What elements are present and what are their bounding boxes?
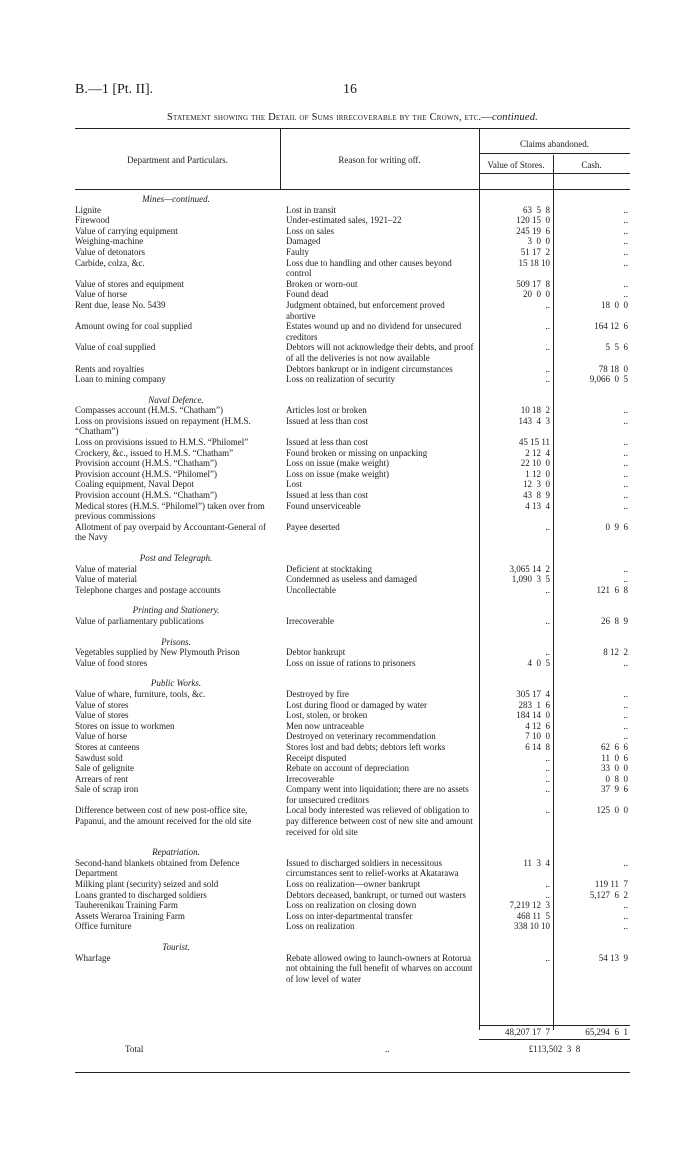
reason-written-off: Rebate on account of depreciation — [286, 763, 409, 774]
table-row — [75, 658, 630, 669]
department-particulars: Stores on issue to workmen — [75, 720, 175, 731]
value-of-stores: .. — [545, 521, 550, 532]
section-heading: Repatriation. — [152, 847, 200, 858]
department-particulars: Office furniture — [75, 921, 132, 932]
cash-amount: 26 8 9 — [601, 615, 628, 626]
department-particulars: Loans granted to discharged soldiers — [75, 889, 207, 900]
cash-amount: .. — [623, 490, 628, 501]
value-of-stores: 6 14 8 — [520, 741, 550, 752]
total-dots: .. — [385, 1044, 390, 1054]
statement-title — [75, 112, 630, 123]
section-heading: Printing and Stationery. — [132, 605, 220, 616]
department-particulars: Amount owing for coal supplied — [75, 321, 192, 332]
table-header — [75, 128, 630, 190]
value-of-stores: 1 12 0 — [520, 468, 550, 479]
reason-written-off: Lost, stolen, or broken — [286, 710, 368, 721]
department-particulars: Value of detonators — [75, 246, 145, 257]
table-row — [75, 574, 630, 585]
reason-written-off: Debtor bankrupt — [286, 647, 346, 658]
value-of-stores: .. — [545, 763, 550, 774]
reason-written-off: Lost during flood or damaged by water — [286, 699, 427, 710]
table-row — [75, 374, 630, 385]
department-particulars: Compasses account (H.M.S. “Chatham”) — [75, 405, 223, 416]
reason-written-off: Issued at less than cost — [286, 490, 368, 501]
cash-amount: 5 5 6 — [605, 342, 628, 353]
reason-written-off: Issued to discharged soldiers in necessitous circumstances sent to relief-works at Akatarawa — [286, 857, 459, 879]
cash-amount: .. — [623, 236, 628, 247]
table-row — [75, 522, 630, 543]
table-row — [75, 805, 630, 837]
value-of-stores: 3,065 14 2 — [509, 563, 550, 574]
value-of-stores: .. — [545, 615, 550, 626]
value-of-stores: 3 0 0 — [523, 236, 550, 247]
table-row — [75, 763, 630, 774]
cash-amount: .. — [623, 405, 628, 416]
value-of-stores: 20 0 0 — [520, 289, 550, 300]
reason-written-off: Company went into liquidation; there are no assets for unsecured creditors — [286, 784, 469, 805]
cash-amount: .. — [623, 731, 628, 742]
table-row — [75, 490, 630, 501]
reason-written-off: Destroyed by fire — [286, 688, 349, 699]
table-row — [75, 742, 630, 753]
section-heading: Mines—continued. — [142, 194, 210, 204]
reason-written-off: Loss on realization on closing down — [286, 900, 417, 911]
total-label: Total — [125, 1044, 144, 1054]
cash-amount: .. — [623, 857, 628, 868]
cash-amount: 33 0 0 — [601, 763, 628, 774]
table-row — [75, 215, 630, 226]
value-of-stores: 4 0 5 — [523, 657, 550, 668]
value-of-stores: 11 3 4 — [521, 857, 550, 868]
reason-written-off: Deficient at stocktaking — [286, 563, 372, 574]
value-of-stores: 305 17 4 — [516, 688, 550, 699]
cash-amount: 9,066 0 5 — [589, 374, 628, 385]
reason-written-off: Stores lost and bad debts; debtors left works — [286, 741, 446, 752]
reason-written-off: Debtors deceased, bankrupt, or turned out wasters — [286, 889, 466, 900]
department-particulars: Rents and royalties — [75, 363, 144, 374]
reason-written-off: Loss on sales — [286, 225, 334, 236]
department-particulars: Assets Weraroa Training Farm — [75, 910, 185, 921]
value-of-stores: 45 15 11 — [516, 437, 550, 448]
cash-amount: .. — [623, 437, 628, 448]
reason-written-off: Receipt disputed — [286, 752, 347, 763]
reason-written-off: Issued at less than cost — [286, 415, 368, 426]
table-row — [75, 616, 630, 627]
reason-written-off: Found unserviceable — [286, 500, 361, 511]
table-row — [75, 321, 630, 342]
table-row — [75, 721, 630, 732]
table-row — [75, 879, 630, 890]
header-reason: Reason for writing off. — [338, 155, 421, 165]
table-row — [75, 342, 630, 363]
reason-written-off: Irrecoverable — [286, 615, 334, 626]
cash-amount: 0 8 0 — [605, 773, 628, 784]
cash-amount: .. — [623, 688, 628, 699]
value-of-stores: 283 1 6 — [518, 699, 550, 710]
reason-written-off: Faulty — [286, 246, 310, 257]
department-particulars: Loss on provisions issued on repayment (H.M.S. “Chatham”) — [75, 415, 251, 437]
cash-amount: .. — [623, 415, 628, 426]
table-row — [75, 647, 630, 658]
cash-amount: 164 12 6 — [594, 321, 628, 332]
reason-written-off: Rebate allowed owing to launch-owners at Rotorua not obtaining the full benefit of wharves on account of low level of water — [286, 952, 473, 984]
reason-written-off: Judgment obtained, but enforcement proved abortive — [286, 299, 445, 321]
grand-total: £113,502 3 8 — [528, 1044, 581, 1054]
reason-written-off: Broken or worn-out — [286, 278, 358, 289]
department-particulars: Second-hand blankets obtained from Defence Department — [75, 857, 240, 879]
department-particulars: Lignite — [75, 204, 101, 215]
cash-amount: 18 0 0 — [601, 299, 628, 310]
department-particulars: Coaling equipment, Naval Depot — [75, 479, 194, 490]
value-of-stores: 12 3 0 — [520, 479, 550, 490]
table-row — [75, 437, 630, 448]
department-particulars: Loan to mining company — [75, 374, 166, 385]
department-particulars: Sale of gelignite — [75, 763, 134, 774]
reason-written-off: Loss on realization—owner bankrupt — [286, 879, 421, 890]
reason-written-off: Destroyed on veterinary recommendation — [286, 731, 436, 742]
reason-written-off: Lost — [286, 479, 303, 490]
reason-written-off: Loss on issue (make weight) — [286, 458, 389, 469]
table-row — [75, 585, 630, 596]
value-of-stores: .. — [545, 374, 550, 385]
value-of-stores: 63 5 8 — [520, 204, 550, 215]
table-row — [75, 564, 630, 575]
value-of-stores: .. — [545, 321, 550, 332]
reason-written-off: Estates wound up and no dividend for unsecured creditors — [286, 321, 462, 342]
department-particulars: Rent due, lease No. 5439 — [75, 299, 166, 310]
table-row — [75, 236, 630, 247]
value-of-stores: .. — [545, 584, 550, 595]
department-particulars: Value of material — [75, 563, 137, 574]
page-number: 16 — [343, 82, 357, 97]
department-particulars: Medical stores (H.M.S. “Philomel”) taken over from previous commissions — [75, 500, 265, 522]
section-heading: Prisons. — [161, 636, 191, 647]
department-particulars: Value of horse — [75, 289, 127, 300]
reason-written-off: Damaged — [286, 236, 321, 247]
department-particulars: Stores at canteens — [75, 741, 140, 752]
cash-amount: .. — [623, 458, 628, 469]
value-of-stores: .. — [545, 952, 550, 963]
cash-amount: .. — [623, 215, 628, 226]
cash-amount: .. — [623, 574, 628, 585]
table-row — [75, 364, 630, 375]
table-row — [75, 405, 630, 416]
cash-amount: .. — [623, 500, 628, 511]
cash-amount: 5,127 6 2 — [589, 889, 628, 900]
reason-written-off: Loss on issue of rations to prisoners — [286, 657, 416, 668]
cash-amount: .. — [623, 921, 628, 932]
value-of-stores: .. — [545, 363, 550, 374]
table-row — [75, 890, 630, 901]
value-of-stores: .. — [545, 805, 550, 816]
table-row — [75, 205, 630, 216]
value-of-stores: 509 17 8 — [516, 278, 550, 289]
table-row — [75, 479, 630, 490]
table-row — [75, 911, 630, 922]
cash-amount: 37 9 6 — [601, 784, 628, 795]
department-particulars: Carbide, colza, &c. — [75, 257, 145, 268]
department-particulars: Value of horse — [75, 731, 127, 742]
cash-amount: 125 0 0 — [596, 805, 628, 816]
value-of-stores: 2 12 4 — [520, 447, 550, 458]
total-cash: 65,294 6 1 — [585, 1027, 628, 1037]
section-heading: Post and Telegraph. — [139, 553, 213, 563]
title-continued: continued. — [491, 112, 538, 123]
table-row — [75, 226, 630, 237]
reason-written-off: Loss on realization of security — [286, 374, 395, 385]
department-particulars: Value of material — [75, 574, 137, 585]
department-particulars: Value of stores — [75, 710, 129, 721]
cash-amount: 62 6 6 — [601, 741, 628, 752]
value-of-stores: .. — [545, 784, 550, 795]
department-particulars: Milking plant (security) seized and sold — [75, 879, 219, 890]
value-of-stores: 468 11 5 — [516, 910, 550, 921]
section-heading: Public Works. — [150, 678, 202, 689]
value-of-stores: 51 17 2 — [518, 246, 550, 257]
table-row — [75, 469, 630, 480]
department-particulars: Arrears of rent — [75, 773, 128, 784]
cash-amount: .. — [623, 699, 628, 710]
department-particulars: Crockery, &c., issued to H.M.S. “Chatham” — [75, 447, 234, 458]
cash-amount: .. — [623, 657, 628, 668]
cash-amount: .. — [623, 479, 628, 490]
table-row — [75, 858, 630, 879]
value-of-stores: 143 4 3 — [518, 415, 550, 426]
table-row — [75, 458, 630, 469]
value-of-stores: 4 12 6 — [520, 720, 550, 731]
value-of-stores: 245 19 6 — [516, 225, 550, 236]
header-claims-abandoned: Claims abandoned. — [520, 139, 589, 149]
cash-amount: .. — [623, 257, 628, 268]
section-heading: Naval Defence. — [148, 394, 204, 405]
page-header — [75, 82, 625, 102]
value-of-stores: 184 14 0 — [516, 710, 550, 721]
department-particulars: Vegetables supplied by New Plymouth Prison — [75, 647, 240, 658]
value-of-stores: 120 15 0 — [516, 215, 550, 226]
value-of-stores: .. — [545, 889, 550, 900]
table-row — [75, 921, 630, 932]
department-particulars: Wharfage — [75, 952, 111, 963]
table-row — [75, 279, 630, 290]
department-particulars: Provision account (H.M.S. “Chatham”) — [75, 490, 217, 501]
department-particulars: Value of stores — [75, 699, 129, 710]
table-row — [75, 501, 630, 522]
reason-written-off: Debtors bankrupt or in indigent circumstances — [286, 363, 453, 374]
cash-amount: .. — [623, 720, 628, 731]
reason-written-off: Loss due to handling and other causes beyond control — [286, 257, 452, 279]
reason-written-off: Debtors will not acknowledge their debts, and proof of all the deliveries is not now available — [286, 342, 474, 363]
department-particulars: Value of coal supplied — [75, 342, 156, 353]
department-particulars: Value of stores and equipment — [75, 278, 184, 289]
table-row — [75, 731, 630, 742]
reason-written-off: Loss on realization — [286, 921, 355, 932]
value-of-stores: 1,090 3 5 — [511, 574, 550, 585]
department-particulars: Allotment of pay overpaid by Accountant-General of the Navy — [75, 521, 266, 543]
value-of-stores: .. — [545, 773, 550, 784]
table-row — [75, 689, 630, 700]
department-particulars: Value of parliamentary publications — [75, 615, 204, 626]
table-row — [75, 784, 630, 805]
table-row — [75, 448, 630, 459]
reason-written-off: Lost in transit — [286, 204, 336, 215]
cash-amount: .. — [623, 246, 628, 257]
reason-written-off: Under-estimated sales, 1921–22 — [286, 215, 402, 226]
cash-amount: .. — [623, 563, 628, 574]
department-particulars: Value of whare, furniture, tools, &c. — [75, 688, 206, 699]
cash-amount: .. — [623, 447, 628, 458]
value-of-stores: 338 10 10 — [514, 921, 550, 932]
value-of-stores: 15 18 10 — [516, 257, 550, 268]
reason-written-off: Local body interested was relieved of obligation to pay difference between cost of new site and amount received for old site — [286, 805, 473, 837]
department-particulars: Sale of scrap iron — [75, 784, 139, 795]
department-particulars: Difference between cost of new post-office site, Papanui, and the amount received for the old site — [75, 805, 252, 827]
table-row — [75, 300, 630, 321]
header-cash: Cash. — [581, 160, 602, 170]
department-particulars: Tauherenikau Training Farm — [75, 900, 178, 911]
reason-written-off: Found dead — [286, 289, 329, 300]
cash-amount: 54 13 9 — [598, 952, 628, 963]
reason-written-off: Men now untraceable — [286, 720, 364, 731]
cash-amount: .. — [623, 289, 628, 300]
reason-written-off: Payee deserted — [286, 521, 340, 532]
department-particulars: Provision account (H.M.S. “Philomel”) — [75, 468, 217, 479]
table-row — [75, 416, 630, 437]
value-of-stores: 43 8 9 — [520, 490, 550, 501]
department-particulars: Provision account (H.M.S. “Chatham”) — [75, 458, 217, 469]
table-row — [75, 700, 630, 711]
report-reference: B.—1 [Pt. II]. — [75, 82, 154, 97]
cash-amount: 11 0 6 — [601, 752, 628, 763]
statement-table — [75, 128, 630, 990]
cash-amount: 78 18 0 — [598, 363, 628, 374]
reason-written-off: Issued at less than cost — [286, 437, 368, 448]
total-stores: 48,207 17 7 — [505, 1027, 550, 1037]
reason-written-off: Loss on issue (make weight) — [286, 468, 389, 479]
reason-written-off: Loss on inter-departmental transfer — [286, 910, 413, 921]
cash-amount: .. — [623, 278, 628, 289]
value-of-stores: 7 10 0 — [520, 731, 550, 742]
table-row — [75, 289, 630, 300]
cash-amount: 8 12 2 — [603, 647, 628, 658]
table-row — [75, 753, 630, 764]
value-of-stores: 22 10 0 — [518, 458, 550, 469]
department-particulars: Weighing-machine — [75, 236, 144, 247]
department-particulars: Firewood — [75, 215, 110, 226]
department-particulars: Loss on provisions issued to H.M.S. “Philomel” — [75, 437, 249, 448]
header-department: Department and Particulars. — [127, 155, 228, 165]
value-of-stores: 10 18 2 — [518, 405, 550, 416]
reason-written-off: Articles lost or broken — [286, 405, 367, 416]
reason-written-off: Condemned as useless and damaged — [286, 574, 417, 585]
department-particulars: Value of food stores — [75, 657, 148, 668]
title-main: Statement showing the Detail of Sums irrecoverable by the Crown, etc.— — [167, 112, 492, 123]
department-particulars: Value of carrying equipment — [75, 225, 178, 236]
cash-amount: 0 9 6 — [605, 521, 628, 532]
table-body — [75, 190, 630, 990]
value-of-stores: 7,219 12 3 — [509, 900, 550, 911]
cash-amount: .. — [623, 910, 628, 921]
cash-amount: .. — [623, 225, 628, 236]
table-row — [75, 247, 630, 258]
value-of-stores: 4 13 4 — [520, 500, 550, 511]
table-row — [75, 900, 630, 911]
section-heading: Tourist. — [162, 942, 190, 952]
cash-amount: .. — [623, 468, 628, 479]
cash-amount: 119 11 7 — [594, 879, 628, 890]
header-value-of-stores: Value of Stores. — [487, 160, 545, 170]
cash-amount: .. — [623, 204, 628, 215]
table-row — [75, 710, 630, 721]
reason-written-off: Irrecoverable — [286, 773, 334, 784]
value-of-stores: .. — [545, 647, 550, 658]
table-row — [75, 258, 630, 279]
cash-amount: 121 6 8 — [596, 584, 628, 595]
value-of-stores: .. — [545, 879, 550, 890]
department-particulars: Sawdust sold — [75, 752, 123, 763]
table-row — [75, 774, 630, 785]
table-row — [75, 953, 630, 985]
cash-amount: .. — [623, 900, 628, 911]
value-of-stores: .. — [545, 752, 550, 763]
reason-written-off: Uncollectable — [286, 584, 336, 595]
reason-written-off: Found broken or missing on unpacking — [286, 447, 428, 458]
value-of-stores: .. — [545, 342, 550, 353]
cash-amount: .. — [623, 710, 628, 721]
department-particulars: Telephone charges and postage accounts — [75, 584, 221, 595]
value-of-stores: .. — [545, 299, 550, 310]
